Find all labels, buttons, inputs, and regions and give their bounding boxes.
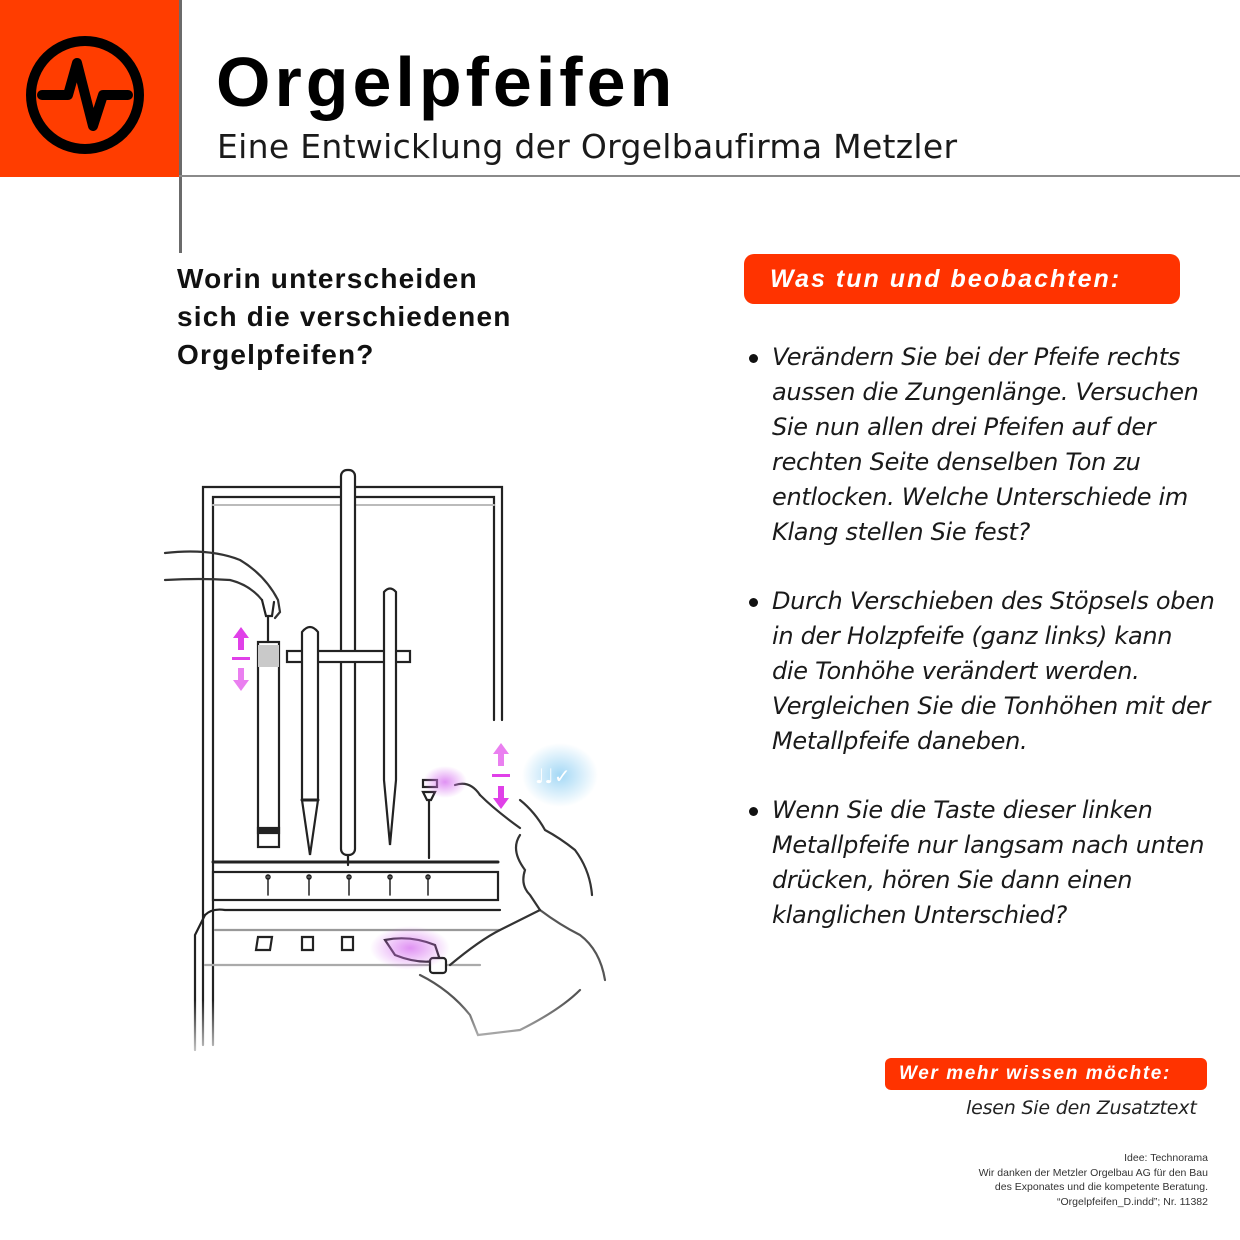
instruction-item	[745, 793, 1215, 933]
bullet-icon	[749, 354, 758, 363]
question-heading	[177, 260, 557, 374]
bullet-icon	[749, 598, 758, 607]
more-info-text: lesen Sie den Zusatztext	[966, 1097, 1197, 1119]
question-line: sich die verschiedenen	[177, 301, 512, 332]
question-line: Worin unterscheiden	[177, 263, 478, 294]
more-info-badge: Wer mehr wissen möchte:	[885, 1058, 1207, 1090]
instruction-item	[745, 584, 1215, 759]
header-divider	[179, 175, 1240, 177]
pulse-circle-icon	[0, 0, 179, 177]
page-title: Orgelpfeifen	[216, 43, 677, 121]
credit-line: des Exponates und die kompetente Beratung.	[994, 1181, 1208, 1193]
credit-line: “Orgelpfeifen_D.indd”; Nr. 11382	[1057, 1195, 1208, 1208]
instruction-item	[745, 340, 1215, 550]
instructions-list	[745, 340, 1215, 967]
instructions-badge: Was tun und beobachten:	[744, 254, 1180, 304]
bullet-icon	[749, 807, 758, 816]
organ-exhibit-drawing	[150, 460, 630, 1070]
logo-block	[0, 0, 179, 177]
question-line: Orgelpfeifen?	[177, 339, 375, 370]
svg-text:♩♩✓: ♩♩✓	[535, 764, 571, 788]
page-subtitle: Eine Entwicklung der Orgelbaufirma Metzler	[217, 127, 958, 166]
instruction-text: Durch Verschieben des Stöpsels oben in der Holzpfeife (ganz links) kann die Tonhöhe verändert werden. Vergleichen Sie die Tonhöhen mit der Metallpfeife daneben.	[772, 587, 1215, 755]
instruction-text: Wenn Sie die Taste dieser linken Metallpfeife nur langsam nach unten drücken, hören Sie dann einen klanglichen Unterschied?	[772, 796, 1205, 929]
organ-pipe-illustration	[150, 460, 630, 1070]
instruction-text: Verändern Sie bei der Pfeife rechts aussen die Zungenlänge. Versuchen Sie nun allen drei Pfeifen auf der rechten Seite denselben Ton zu entlocken. Welche Unterschiede im Klang stellen Sie fest?	[772, 343, 1199, 546]
credit-line: Wir danken der Metzler Orgelbau AG für den Bau	[978, 1166, 1208, 1179]
vertical-divider	[179, 0, 182, 253]
credit-line: Idee: Technorama	[1124, 1152, 1208, 1164]
credits	[979, 1151, 1208, 1209]
